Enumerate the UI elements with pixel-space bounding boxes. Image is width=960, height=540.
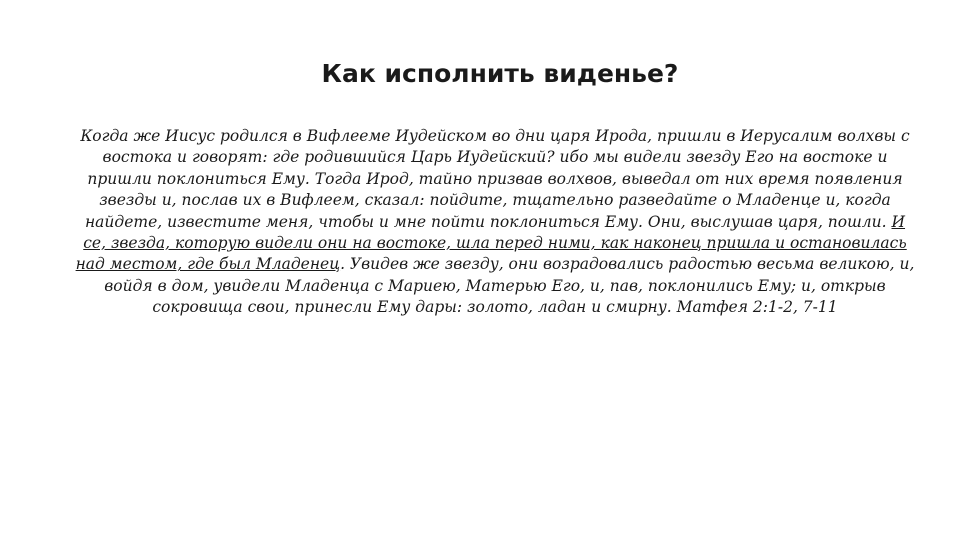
passage-underlined-text: И се, звезда, которую видели они на востоке, шла перед ними, как наконец пришла и остановилась над местом, где был Младенец: [75, 212, 907, 274]
scripture-passage: [72, 126, 918, 319]
slide-title: Как исполнить виденье?: [321, 59, 679, 88]
passage-text-part2: . Увидев же звезду, они возрадовались радостью весьма великою, и, войдя в дом, увидели Младенца с Мариею, Матерью Его, и, пав, поклонились Ему; и, открыв сокровища свои, принесли Ему дары: золото, ладан и смирну. Матфея 2:1-2, 7-11: [104, 255, 915, 317]
passage-text-part1: Когда же Иисус родился в Вифлееме Иудейском во дни царя Ирода, пришли в Иерусалим волхвы с востока и говорят: где родившийся Царь Иудейский? ибо мы видели звезду Его на востоке и пришли поклониться Ему. Тогда Ирод, тайно призвав волхвов, выведал от них время появления звезды и, послав их в Вифлеем, сказал: пойдите, тщательно разведайте о Младенце и, когда найдете, известите меня, чтобы и мне пойти поклониться Ему. Они, выслушав царя, пошли.: [80, 127, 910, 231]
